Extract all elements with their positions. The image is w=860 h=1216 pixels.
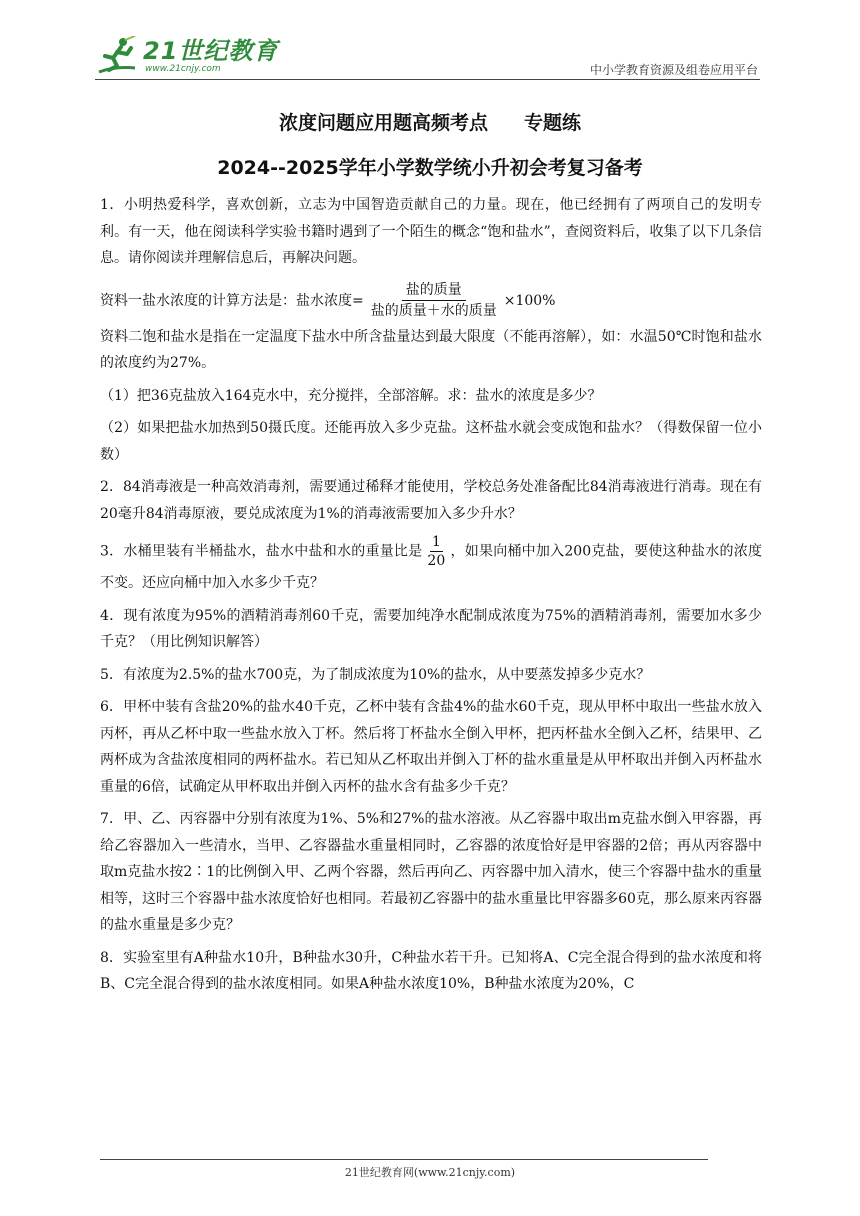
problem-4: 4．现有浓度为95%的酒精消毒剂60千克，需要加纯净水配制成浓度为75%的酒精消毒剂，需要加水多少千克？（用比例知识解答） [100,607,762,650]
fraction-numerator: 1 [431,534,441,550]
problem-1-intro: 1．小明热爱科学，喜欢创新，立志为中国智造贡献自己的力量。现在，他已经拥有了两项自己的发明专利。有一天，他在阅读科学实验书籍时遇到了一个陌生的概念“饱和盐水”，查阅资料后，收集了以下几条信息。请你阅读并理解信息后，再解决问题。 [100,197,762,266]
logo-url: www.21cnjy.com [145,64,221,74]
page-footer[interactable]: 21世纪教育网(www.21cnjy.com) [344,1166,516,1179]
formula-numerator: 盐的质量 [402,280,466,301]
logo-text: 21世纪教育 [143,37,279,65]
formula-equals: = [352,292,364,309]
title-type: 专题练 [524,112,582,134]
page-subtitle: 2024--2025学年小学数学统小升初会考复习备考 [217,157,643,179]
problem-7: 7．甲、乙、丙容器中分别有浓度为1%、5%和27%的盐水溶液。从乙容器中取出m克盐水倒入甲容器，再给乙容器加入一些清水，当甲、乙容器盐水重量相同时，乙容器的浓度恰好是甲容器的2倍；再从丙容器中取m克盐水按2∶1的比例倒入甲、乙两个容器，然后再向乙、丙容器中加入清水，使三个容器中盐水的重量相等，这时三个容器中盐水浓度恰好也相同。若最初乙容器中的盐水重量比甲容器多60克，那么原来丙容器的盐水重量是多少克？ [100,811,762,933]
problem-1-question-2: （2）如果把盐水加热到50摄氏度。还能再放入多少克盐。这杯盐水就会变成饱和盐水？（得数保留一位小数） [100,420,762,463]
formula-denominator: 盐的质量＋水的质量 [370,303,497,319]
problem-2: 2．84消毒液是一种高效消毒剂，需要通过稀释才能使用，学校总务处准备配比84消毒液进行消毒。现在有20毫升84消毒原液，要兑成浓度为1%的消毒液需要加入多少升水？ [100,479,762,522]
header-tagline: 中小学教育资源及组卷应用平台 [589,63,758,77]
problem-5: 5．有浓度为2.5%的盐水700克，为了制成浓度为10%的盐水，从中要蒸发掉多少克水？ [100,666,651,683]
page-header [95,30,760,78]
problem-8: 8．实验室里有A种盐水10升，B种盐水30升，C种盐水若干升。已知将A、C完全混合得到的盐水浓度和将B、C完全混合得到的盐水浓度相同。如果A种盐水浓度10%，B种盐水浓度为20%，C [100,949,762,992]
problem-3-suffix: ，如果向桶中加入200克盐，要使这种盐水的浓度不变。还应向桶中加入水多少千克？ [100,543,762,591]
problem-1-question-1: （1）把36克盐放入164克水中，充分搅拌，全部溶解。求：盐水的浓度是多少？ [100,387,602,404]
formula-prefix: 资料一盐水浓度的计算方法是：盐水浓度 [100,292,352,309]
problem-6: 6．甲杯中装有含盐20%的盐水40千克，乙杯中装有含盐4%的盐水60千克，现从甲杯中取出一些盐水放入丙杯，再从乙杯中取一些盐水放入丁杯。然后将丁杯盐水全倒入甲杯，把丙杯盐水全倒入乙杯，结果甲、乙两杯成为含盐浓度相同的两杯盐水。若已知从乙杯取出并倒入丁杯的盐水重量是从甲杯取出并倒入丙杯盐水重量的6倍，试确定从甲杯取出并倒入丙杯的盐水含有盐多少千克？ [100,699,762,795]
footer-divider [100,1159,708,1160]
formula-fraction [367,280,501,321]
header-divider [95,79,760,80]
page-title [0,108,860,135]
site-logo[interactable] [95,36,278,76]
fraction [425,533,447,570]
problem-list [100,192,762,1004]
title-topic: 浓度问题应用题高频考点 [278,112,488,134]
runner-logo-icon [95,36,139,76]
ratio-fraction [422,533,450,570]
concentration-formula [364,278,556,324]
problem-3 [100,533,762,597]
problem-1-info-1 [100,278,762,324]
problem-3-prefix: 3．水桶里装有半桶盐水，盐水中盐和水的重量比是 [100,543,423,560]
formula-suffix: ×100% [503,292,556,309]
problem-1-info-2: 资料二饱和盐水是指在一定温度下盐水中所含盐量达到最大限度（不能再溶解），如：水温50℃时饱和盐水的浓度约为27%。 [100,328,762,371]
fraction-denominator: 20 [427,553,446,569]
